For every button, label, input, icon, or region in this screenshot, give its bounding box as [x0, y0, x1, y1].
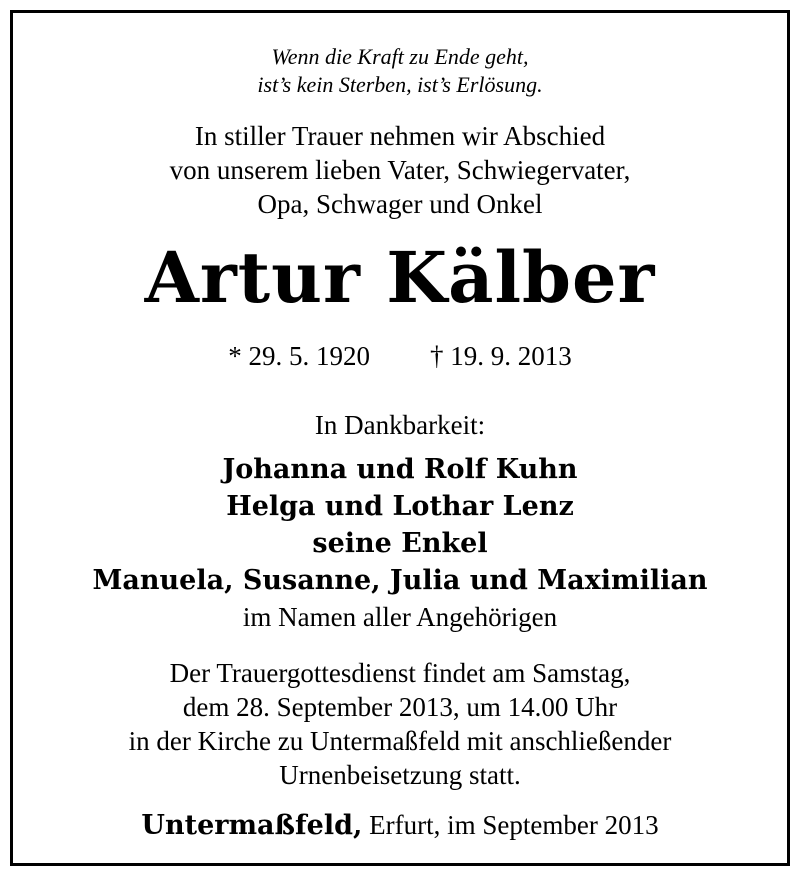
service-line-2: dem 28. September 2013, um 14.00 Uhr [182, 692, 618, 722]
closing-place-bold: Untermaßfeld, [141, 810, 363, 841]
service-line-3: in der Kirche zu Untermaßfeld mit anschließender [128, 726, 672, 756]
birth-date: * 29. 5. 1920 [228, 341, 370, 371]
service-info [13, 656, 787, 792]
mourner-line: Johanna und Rolf Kuhn [222, 454, 578, 485]
closing-rest: Erfurt, im September 2013 [369, 810, 659, 840]
mourner-line: Helga und Lothar Lenz [226, 491, 574, 522]
motto-line-2: ist’s kein Sterben, ist’s Erlösung. [257, 72, 543, 97]
deceased-name: Artur Kälber [144, 236, 656, 319]
intro-line-2: von unserem lieben Vater, Schwiegervater, [169, 155, 631, 185]
intro-line-1: In stiller Trauer nehmen wir Abschied [194, 121, 606, 151]
motto [13, 43, 787, 99]
mourners-list [13, 451, 787, 635]
motto-line-1: Wenn die Kraft zu Ende geht, [271, 44, 529, 69]
obituary-frame [10, 10, 790, 866]
mourners-note: im Namen aller Angehörigen [242, 602, 558, 632]
intro-line-3: Opa, Schwager und Onkel [257, 189, 543, 219]
service-line-1: Der Trauergottesdienst findet am Samstag, [169, 658, 631, 688]
life-dates [13, 339, 787, 373]
mourner-line: seine Enkel [312, 528, 488, 559]
obituary-content [13, 13, 787, 863]
service-line-4: Urnenbeisetzung statt. [279, 760, 521, 790]
closing-line [13, 808, 787, 843]
death-date: † 19. 9. 2013 [430, 341, 572, 371]
thanks-label: In Dankbarkeit: [314, 410, 486, 440]
intro-text [13, 119, 787, 221]
mourner-line: Manuela, Susanne, Julia und Maximilian [92, 565, 708, 596]
